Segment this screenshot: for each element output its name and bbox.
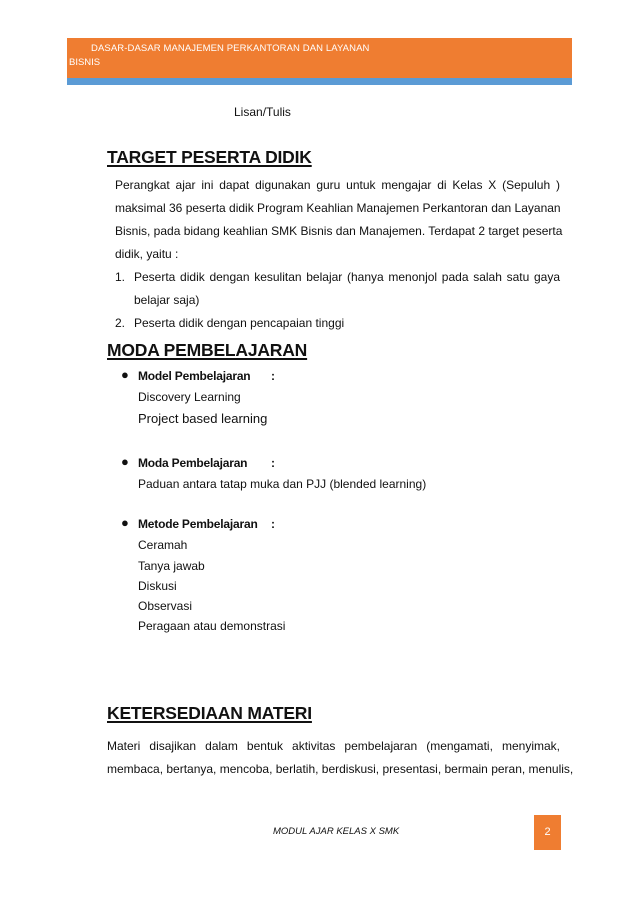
moda-value: Ceramah: [138, 538, 188, 552]
target-para-line: maksimal 36 peserta didik Program Keahlian Manajemen Perkantoran dan Layanan: [115, 201, 561, 215]
top-text: Lisan/Tulis: [234, 105, 291, 119]
moda-colon: :: [271, 456, 275, 470]
moda-label: Metode Pembelajaran: [138, 517, 258, 531]
header-title-line1: DASAR-DASAR MANAJEMEN PERKANTORAN DAN LAYANAN: [91, 43, 370, 54]
page-number: 2: [534, 815, 561, 850]
moda-label: Moda Pembelajaran: [138, 456, 248, 470]
bullet-icon: ●: [121, 454, 129, 469]
list-number: 1.: [115, 270, 126, 284]
target-para-line: didik, yaitu :: [115, 247, 179, 261]
section-title-target: TARGET PESERTA DIDIK: [107, 147, 312, 167]
moda-value: Peragaan atau demonstrasi: [138, 619, 286, 633]
list-item: Peserta didik dengan kesulitan belajar (hanya menonjol pada salah satu gaya: [134, 270, 560, 284]
bullet-icon: ●: [121, 515, 129, 530]
target-para-line: Bisnis, pada bidang keahlian SMK Bisnis dan Manajemen. Terdapat 2 target peserta: [115, 224, 563, 238]
moda-value: Project based learning: [138, 411, 268, 426]
bullet-icon: ●: [121, 367, 129, 382]
section-title-moda: MODA PEMBELAJARAN: [107, 340, 308, 360]
target-para-line: Perangkat ajar ini dapat digunakan guru untuk mengajar di Kelas X (Sepuluh ): [115, 178, 560, 192]
moda-colon: :: [271, 517, 275, 531]
moda-value: Observasi: [138, 599, 193, 613]
header-accent-strip: [67, 78, 572, 85]
section-title-ketersediaan: KETERSEDIAAN MATERI: [107, 703, 312, 723]
ketersediaan-para-line: Materi disajikan dalam bentuk aktivitas pembelajaran (mengamati, menyimak,: [107, 739, 560, 753]
moda-value: Paduan antara tatap muka dan PJJ (blended learning): [138, 477, 427, 491]
moda-value: Discovery Learning: [138, 390, 241, 404]
ketersediaan-para-line: membaca, bertanya, mencoba, berlatih, berdiskusi, presentasi, bermain peran, menulis,: [107, 762, 574, 776]
moda-colon: :: [271, 369, 275, 383]
moda-value: Diskusi: [138, 579, 177, 593]
list-item: Peserta didik dengan pencapaian tinggi: [134, 316, 345, 330]
list-number: 2.: [115, 316, 126, 330]
footer-title: MODUL AJAR KELAS X SMK: [273, 826, 400, 837]
header-title-line2: BISNIS: [69, 57, 101, 68]
moda-value: Tanya jawab: [138, 559, 205, 573]
list-item-continuation: belajar saja): [134, 293, 200, 307]
moda-label: Model Pembelajaran: [138, 369, 251, 383]
